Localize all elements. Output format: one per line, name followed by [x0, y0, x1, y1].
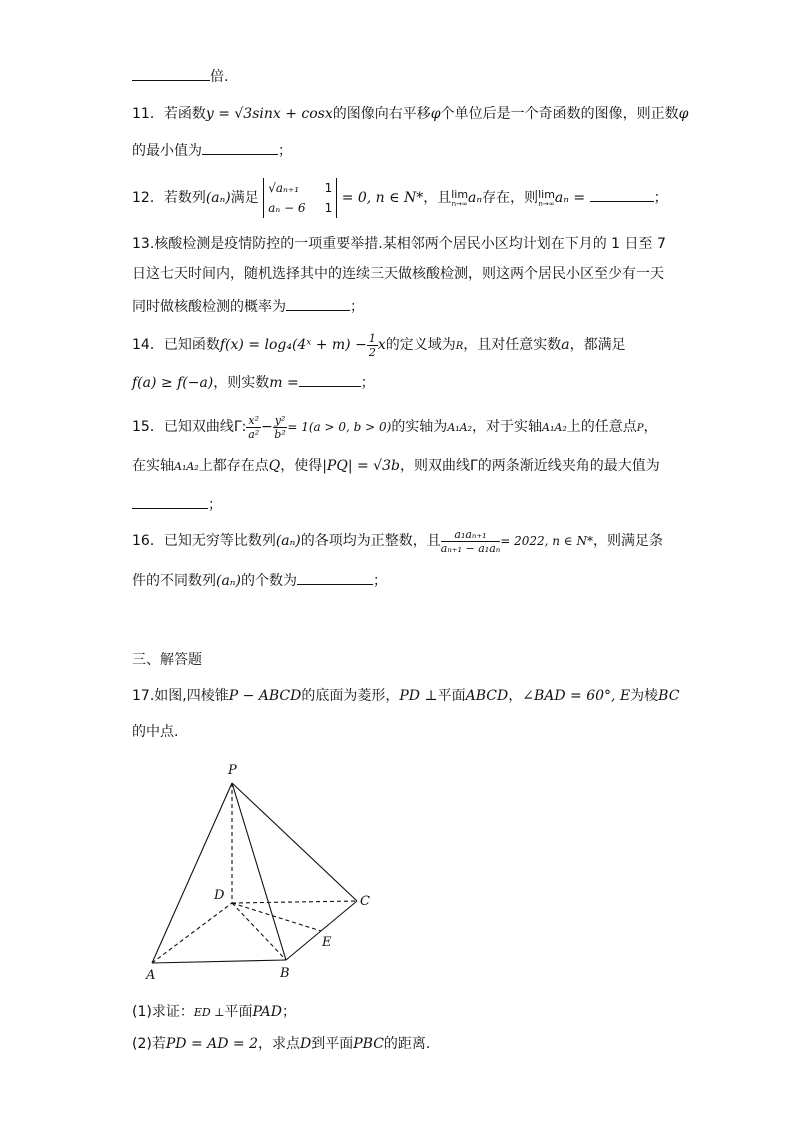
edge-DE [232, 903, 321, 931]
question-11: 11．若函数y = √3sinx + cosx的图像向右平移φ个单位后是一个奇函数的图像，则正数φ [132, 106, 689, 122]
question-17-line2: 的中点. [132, 724, 179, 740]
question-12: 12．若数列(aₙ)满足 √aₙ₊₁ 1 aₙ − 6 1 = 0, n ∈ N*，且lim n→∞ aₙ存在，则lim n→∞ aₙ = ； [132, 178, 668, 218]
question-16-line2: 件的不同数列(aₙ)的个数为 ； [132, 570, 387, 591]
edge-PC [232, 783, 357, 901]
pyramid-figure [140, 755, 390, 985]
edge-PB [232, 783, 286, 960]
answer-blank[interactable] [590, 187, 654, 202]
answer-blank[interactable] [299, 372, 361, 387]
edge-AD [152, 903, 232, 963]
label-E: E [322, 935, 332, 950]
question-17: 17.如图,四棱锥P − ABCD的底面为菱形，PD ⊥平面ABCD，∠BAD = 60°, E为棱BC [132, 688, 680, 704]
label-C: C [360, 894, 370, 909]
question-13-line2: 日这七天时间内，随机选择其中的连续三天做核酸检测，则这两个居民小区至少有一天 [132, 266, 664, 282]
section-title: 三、解答题 [132, 652, 202, 668]
label-B: B [280, 966, 290, 981]
question-16: 16．已知无穷等比数列(aₙ)的各项均为正整数，且 $\frac{\text{a₁aₙ₊₁}}{\text{aₙ₊₁ − a₁aₙ}}= 2022$, n ∈ N*，则满足条 [132, 527, 663, 555]
limit: lim n→∞ [538, 187, 555, 208]
fraction: $\frac{\text{a₁aₙ₊₁}}{\text{aₙ₊₁ − a₁aₙ}}$ [440, 527, 501, 555]
answer-blank[interactable] [297, 570, 373, 585]
label-P: P [228, 763, 237, 778]
determinant: √aₙ₊₁ 1 aₙ − 6 1 [263, 178, 337, 218]
question-13-line3: 同时做核酸检测的概率为 ； [132, 296, 364, 317]
fraction: $\frac{\text{y²}}{\text{b²}}$ [274, 413, 286, 441]
answer-blank[interactable] [132, 494, 208, 509]
question-15-line2: 在实轴A₁A₂上都存在点Q，使得|PQ| = √3b，则双曲线Γ的两条渐近线夹角的最大值为 [132, 458, 660, 474]
answer-blank[interactable] [286, 296, 350, 311]
edge-BC [286, 901, 357, 960]
answer-blank[interactable] [132, 66, 210, 81]
question-17-part1: (1)求证：ED ⊥平面PAD； [132, 1004, 297, 1020]
fraction: $\frac{\text{x²}}{\text{a²}}$ [248, 413, 260, 441]
question-14: 14．已知函数f(x) = log₄(4ˣ + m) − $\frac{1}{2}x$的定义域为R，且对任意实数a，都满足 [132, 331, 626, 359]
answer-blank[interactable] [202, 140, 278, 155]
question-17-part2: (2)若PD = AD = 2，求点D到平面PBC的距离. [132, 1036, 431, 1052]
question-11-line2: 的最小值为 ； [132, 140, 292, 161]
q10-tail: 倍. [132, 66, 228, 87]
edge-PA [152, 783, 232, 963]
question-15-line3: ； [132, 494, 222, 515]
limit: lim n→∞ [451, 187, 469, 208]
label-A: A [146, 968, 156, 983]
fraction: $\frac{1}{2}$ [368, 331, 376, 359]
label-D: D [214, 888, 225, 903]
question-14-line2: f(a) ≥ f(−a)，则实数m = ； [132, 372, 375, 393]
edge-DC [232, 901, 357, 903]
question-15: 15．已知双曲线Γ: $\frac{\text{x²}}{\text{a²}}-$ $\frac{\text{y²}}{\text{b²}}= 1(a > 0$, b > 0)的实轴为A₁A₂，对于实轴A₁A₂上的任意点P， [132, 413, 658, 441]
edge-AB [152, 960, 286, 963]
question-13-line1: 13.核酸检测是疫情防控的一项重要举措.某相邻两个居民小区均计划在下月的 1 日至 7 [132, 236, 666, 252]
